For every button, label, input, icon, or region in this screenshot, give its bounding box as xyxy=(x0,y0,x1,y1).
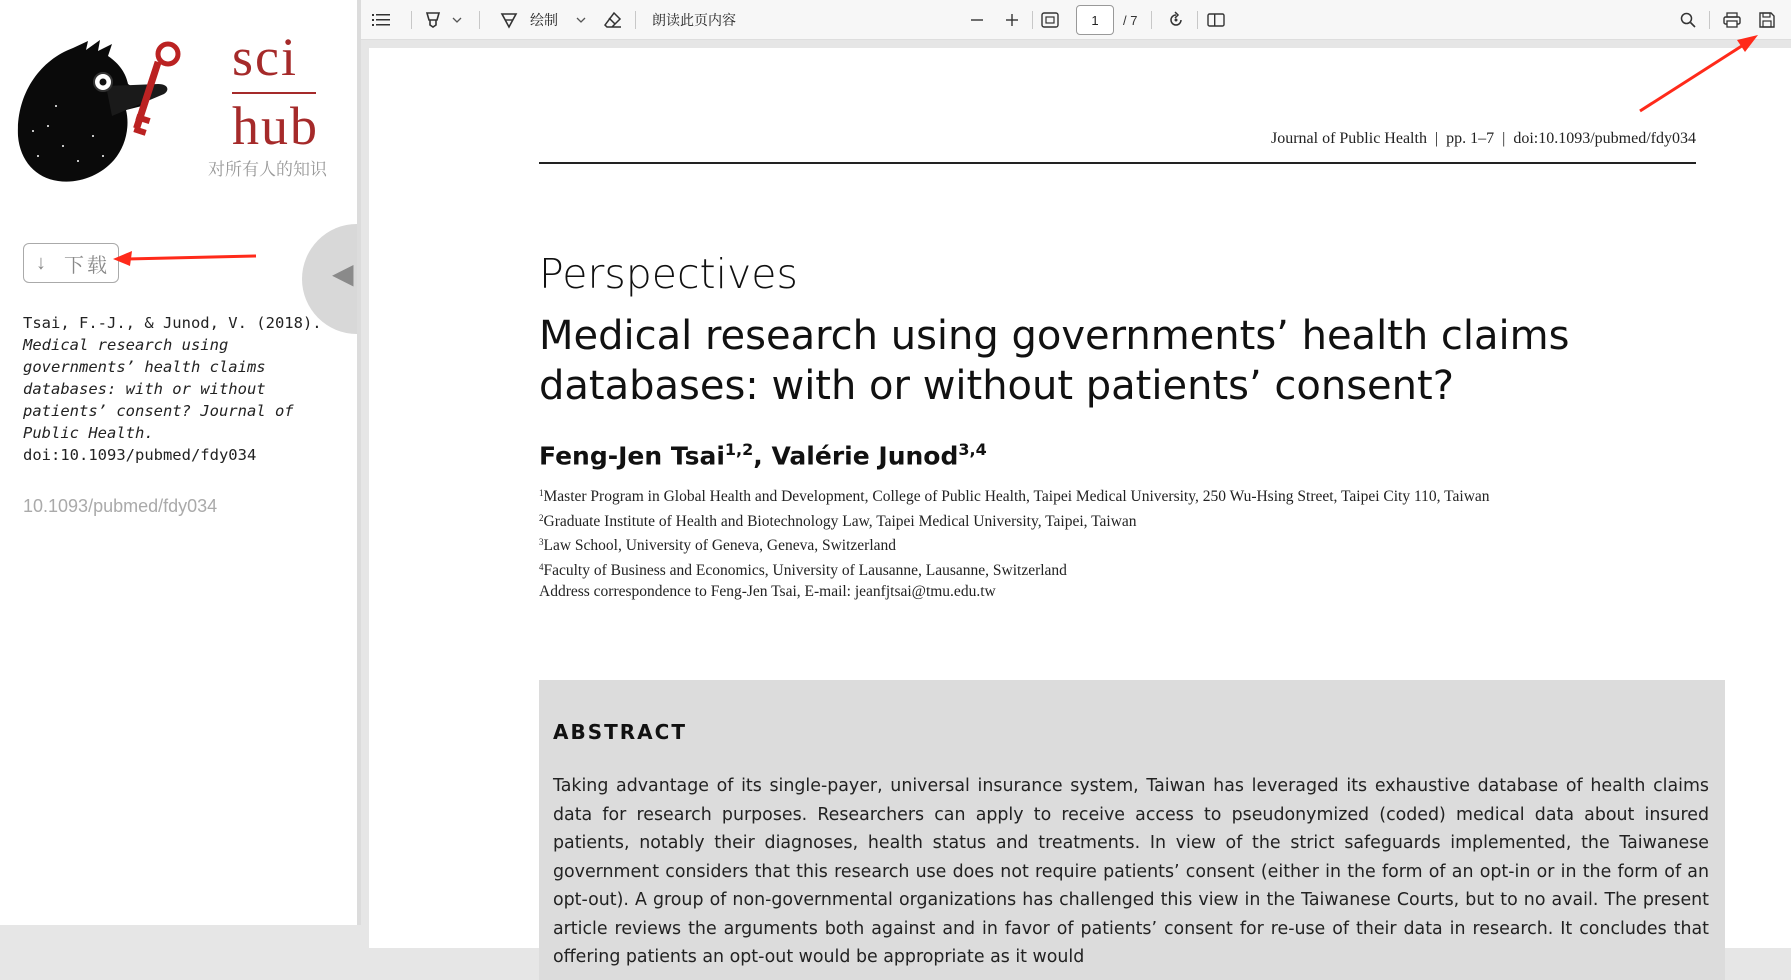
author-name: Valérie Junod xyxy=(771,441,959,471)
citation-doi: doi:10.1093/pubmed/fdy034 xyxy=(23,446,257,464)
running-head: Journal of Public Health | pp. 1–7 | doi:10.1093/pubmed/fdy034 xyxy=(1270,130,1696,147)
citation-text xyxy=(23,312,323,466)
raven-key-icon xyxy=(8,36,188,186)
draw-label[interactable]: 绘制 xyxy=(530,13,558,29)
fit-page-icon[interactable] xyxy=(1035,0,1065,40)
abstract-heading: ABSTRACT xyxy=(553,720,687,744)
section-label: Perspectives xyxy=(539,250,798,298)
abstract-text: Taking advantage of its single-payer, universal insurance system, Taiwan has leveraged its exhaustive database of health claims data for research purposes. Researchers can apply to receive access to pseudonymized (coded) medical data about insured patients, notably their diagnoses, health status and treatments. In view of the strict safeguards implemented, the Taiwanese government considers that this research use does not require patients’ consent (either in the form of an opt-in or in the form of an opt-out). A group of non-governmental organizations has challenged this view in the Taiwanese Courts, but to no avail. The present article reviews the arguments both against and in favor of patients’ consent for re-use of their data in research. It concludes that offering patients an opt-out would be appropriate as it would xyxy=(553,776,1709,967)
toolbar-separator xyxy=(1151,11,1152,29)
zoom-in-icon[interactable] xyxy=(1000,0,1024,40)
contents-icon[interactable] xyxy=(368,0,394,40)
scihub-logo[interactable] xyxy=(8,36,188,186)
abstract-box xyxy=(539,680,1725,980)
page-total: / 7 xyxy=(1123,12,1138,28)
affiliation: $^3$Law School, University of Geneva, Geneva, Switzerland xyxy=(539,537,897,554)
affiliation: $^4$Faculty of Business and Economics, University of Lausanne, Lausanne, Switzerland xyxy=(539,561,1067,579)
header-rule xyxy=(539,162,1696,164)
citation-authors: Tsai, F.-J., & Junod, V. (2018). xyxy=(23,314,322,332)
toolbar-separator xyxy=(1032,11,1033,29)
toolbar-separator xyxy=(1709,11,1710,29)
affiliation: $^1$Master Program in Global Health and Development, College of Public Health, Taipei Medical University, 250 Wu-Hsing Street, Taipei City 110, Taiwan xyxy=(539,488,1490,505)
collapse-left-icon: ◀ xyxy=(332,258,354,289)
scihub-sidebar xyxy=(0,0,357,925)
download-label: 下载 xyxy=(64,252,110,277)
draw-options-chevron-icon[interactable] xyxy=(573,0,589,40)
toolbar-separator xyxy=(635,11,636,29)
toolbar-separator xyxy=(479,11,480,29)
download-button[interactable] xyxy=(23,243,119,283)
author-separator: , xyxy=(753,441,772,471)
print-icon[interactable] xyxy=(1719,0,1745,40)
citation-title: Medical research using governments’ health claims databases: with or without patients’ consent? Journal of Public Health. xyxy=(23,336,294,442)
search-icon[interactable] xyxy=(1675,0,1701,40)
zoom-out-icon[interactable] xyxy=(965,0,989,40)
page-number-input[interactable]: 1 xyxy=(1076,5,1114,35)
logo-tagline: 对所有人的知识 xyxy=(208,160,327,180)
highlight-icon[interactable] xyxy=(421,0,445,40)
logo-divider xyxy=(232,92,316,94)
pdf-viewport[interactable] xyxy=(361,40,1791,967)
highlight-options-chevron-icon[interactable] xyxy=(449,0,465,40)
save-icon[interactable] xyxy=(1754,0,1780,40)
affiliations xyxy=(539,483,1490,603)
logo-sci-text[interactable]: sci xyxy=(232,27,298,87)
eraser-icon[interactable] xyxy=(601,0,625,40)
read-aloud-button[interactable]: 朗读此页内容 xyxy=(652,13,736,29)
toolbar-separator xyxy=(411,11,412,29)
download-arrow-icon: ↓ xyxy=(36,251,46,274)
article-title: Medical research using governments’ health claims databases: with or without patients’ consent? xyxy=(539,313,1570,409)
affiliation: $^2$Graduate Institute of Health and Biotechnology Law, Taipei Medical University, Taipei, Taiwan xyxy=(539,512,1137,530)
toolbar-separator xyxy=(1197,11,1198,29)
page-view-icon[interactable] xyxy=(1203,0,1229,40)
logo-hub-text[interactable]: hub xyxy=(232,96,319,156)
author-affil-ref: 1,2 xyxy=(724,440,754,459)
author-name: Feng-Jen Tsai xyxy=(539,441,725,471)
author-affil-ref: 3,4 xyxy=(958,440,987,459)
rotate-icon[interactable] xyxy=(1163,0,1189,40)
pdf-toolbar xyxy=(361,0,1791,40)
correspondence: Address correspondence to Feng-Jen Tsai, E-mail: jeanfjtsai@tmu.edu.tw xyxy=(539,583,996,600)
pdf-page xyxy=(369,48,1791,967)
authors xyxy=(539,440,987,470)
draw-icon[interactable] xyxy=(497,0,521,40)
doi-link[interactable]: 10.1093/pubmed/fdy034 xyxy=(23,496,218,516)
